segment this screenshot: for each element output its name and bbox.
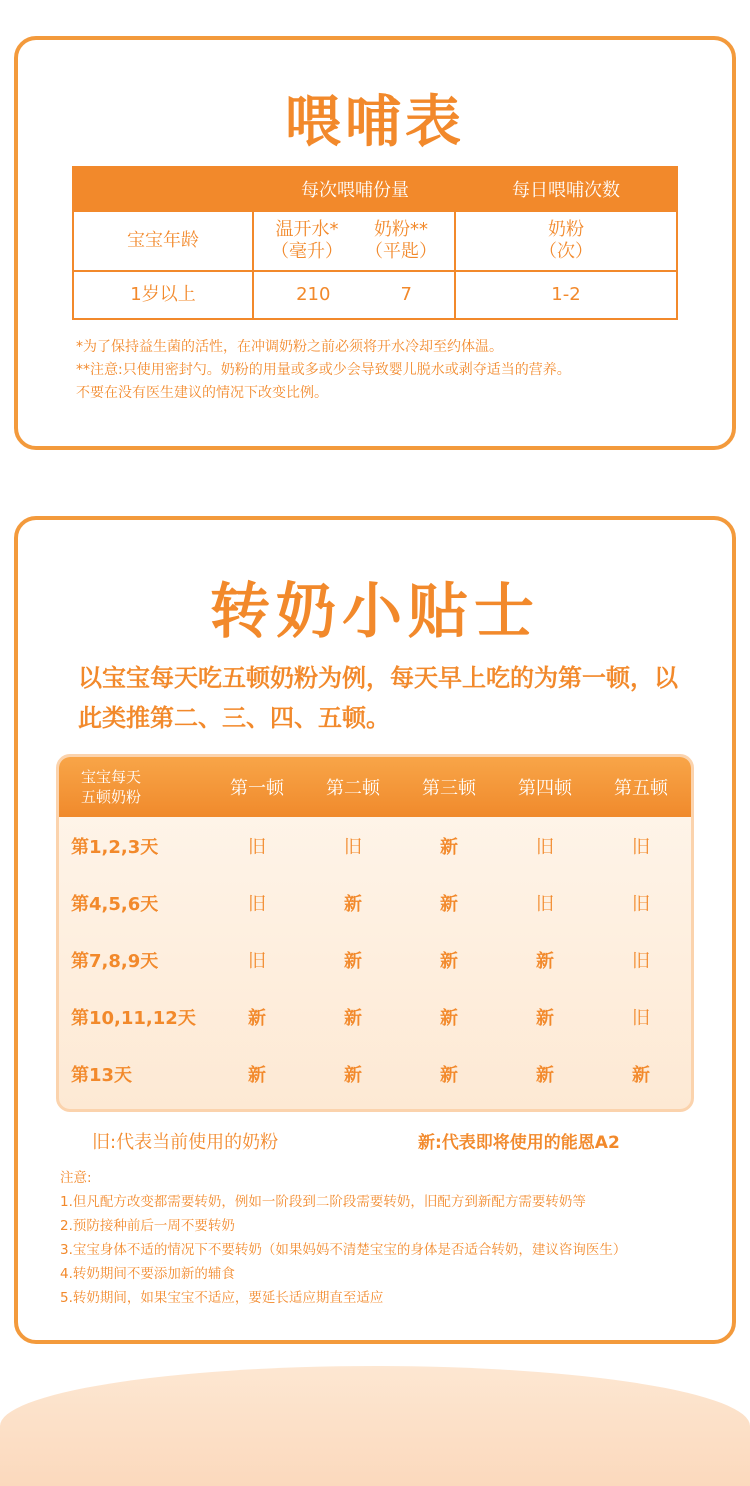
table-cell: 旧	[632, 893, 650, 915]
table-cell: 新	[440, 1007, 458, 1029]
times-header: 每日喂哺次数	[512, 180, 620, 201]
feeding-title: 喂哺表	[285, 90, 465, 155]
switch-table	[56, 754, 694, 1112]
legend-new: 新:代表即将使用的能恩A2	[418, 1133, 620, 1153]
times-value: 1-2	[551, 283, 581, 305]
table-cell: 新	[248, 1064, 266, 1086]
table-cell: 旧	[344, 836, 362, 858]
powder-value: 7	[400, 283, 412, 305]
switch-table-body	[59, 817, 691, 1102]
column-header: 第二顿	[326, 778, 380, 799]
table-cell: 新	[536, 1007, 554, 1029]
note-item: 5.转奶期间，如果宝宝不适应，要延长适应期直至适应	[60, 1290, 384, 1306]
table-row	[59, 874, 691, 931]
column-header: 第一顿	[230, 778, 284, 799]
tips-card	[14, 516, 736, 1344]
feeding-note: *为了保持益生菌的活性，在冲调奶粉之前必须将开水冷却至约体温。	[76, 339, 503, 355]
age-label: 宝宝年龄	[74, 212, 254, 270]
times-unit: （次）	[539, 241, 593, 262]
powder-unit: （平匙）	[365, 241, 437, 262]
table-row	[74, 270, 676, 318]
portion-header: 每次喂哺份量	[301, 180, 409, 201]
table-cell: 新	[440, 893, 458, 915]
feeding-note: 不要在没有医生建议的情况下改变比例。	[76, 385, 328, 401]
table-row	[59, 931, 691, 988]
powder-label: 奶粉**	[374, 218, 428, 240]
feeding-table	[72, 166, 678, 320]
column-header: 第五顿	[614, 778, 668, 799]
table-cell: 旧	[632, 1007, 650, 1029]
column-header: 第四顿	[518, 778, 572, 799]
day-label: 第1,2,3天	[71, 836, 159, 858]
water-value: 210	[296, 283, 331, 305]
table-row	[74, 210, 676, 270]
water-unit: （毫升）	[271, 241, 343, 262]
tips-title: 转奶小贴士	[210, 577, 540, 647]
table-row	[59, 817, 691, 874]
table-row	[59, 1045, 691, 1102]
note-item: 3.宝宝身体不适的情况下不要转奶（如果妈妈不清楚宝宝的身体是否适合转奶，建议咨询医生）	[60, 1242, 627, 1258]
times-label: 奶粉	[548, 218, 584, 240]
feeding-card	[14, 36, 736, 450]
table-cell: 新	[536, 950, 554, 972]
age-value: 1岁以上	[74, 272, 254, 318]
column-header: 第三顿	[422, 778, 476, 799]
table-cell: 新	[344, 950, 362, 972]
table-cell: 新	[344, 1007, 362, 1029]
day-label: 第10,11,12天	[71, 1007, 196, 1029]
feeding-table-header	[74, 168, 676, 210]
tips-intro: 以宝宝每天吃五顿奶粉为例，每天早上吃的为第一顿，以此类推第二、三、四、五顿。	[78, 664, 678, 732]
day-label: 第4,5,6天	[71, 893, 159, 915]
table-cell: 新	[344, 1064, 362, 1086]
table-cell: 新	[536, 1064, 554, 1086]
legend-old: 旧:代表当前使用的奶粉	[92, 1132, 279, 1153]
table-cell: 新	[440, 950, 458, 972]
table-cell: 新	[344, 893, 362, 915]
table-cell: 旧	[248, 950, 266, 972]
note-item: 2.预防接种前后一周不要转奶	[60, 1218, 235, 1234]
table-cell: 旧	[536, 893, 554, 915]
feeding-note: **注意:只使用密封勺。奶粉的用量或多或少会导致婴儿脱水或剥夺适当的营养。	[76, 362, 571, 378]
note-item: 1.但凡配方改变都需要转奶，例如一阶段到二阶段需要转奶，旧配方到新配方需要转奶等	[60, 1194, 586, 1210]
bottom-decoration	[0, 1366, 750, 1486]
table-cell: 旧	[632, 950, 650, 972]
table-cell: 旧	[248, 893, 266, 915]
corner-header: 宝宝每天 五顿奶粉	[81, 768, 142, 806]
note-item: 4.转奶期间不要添加新的辅食	[60, 1266, 235, 1282]
water-label: 温开水*	[275, 218, 339, 240]
table-cell: 新	[632, 1064, 650, 1086]
tips-notes	[60, 1166, 720, 1310]
feeding-notes	[76, 336, 696, 405]
table-cell: 旧	[248, 836, 266, 858]
table-cell: 旧	[632, 836, 650, 858]
switch-table-header	[59, 757, 691, 817]
day-label: 第7,8,9天	[71, 950, 159, 972]
table-cell: 旧	[536, 836, 554, 858]
notes-title: 注意:	[60, 1170, 92, 1186]
table-row	[59, 988, 691, 1045]
table-cell: 新	[248, 1007, 266, 1029]
table-cell: 新	[440, 836, 458, 858]
table-cell: 新	[440, 1064, 458, 1086]
day-label: 第13天	[71, 1064, 133, 1086]
